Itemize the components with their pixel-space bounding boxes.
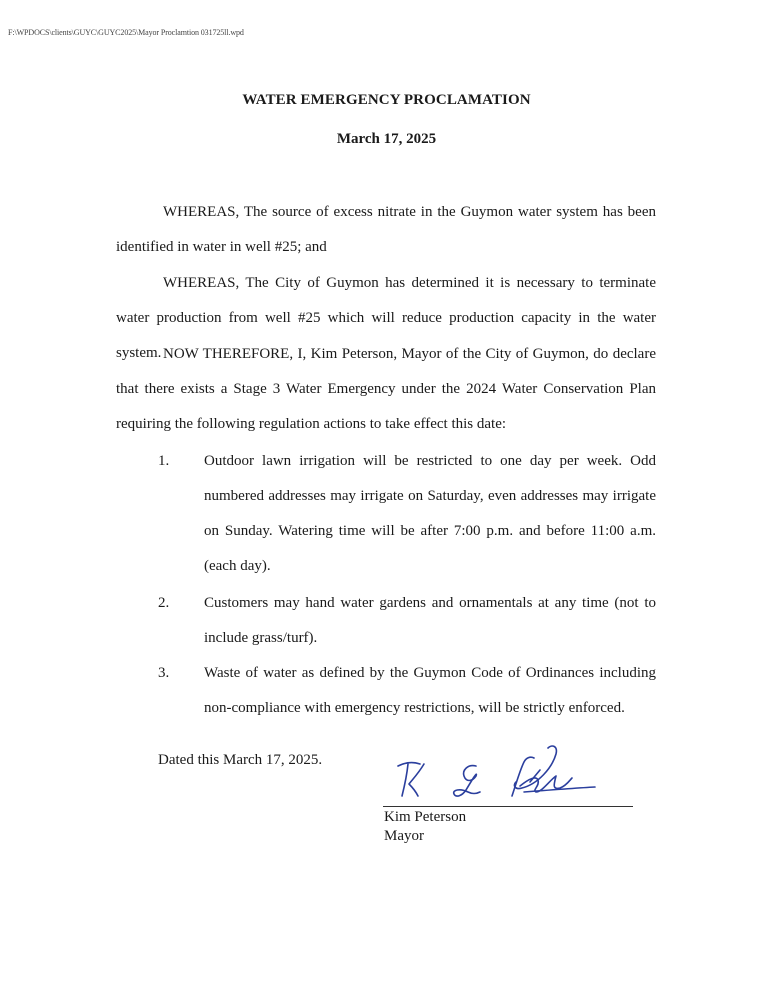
document-date: March 17, 2025: [336, 131, 437, 147]
signer-title: Mayor: [384, 828, 424, 844]
now-therefore-paragraph: NOW THEREFORE, I, Kim Peterson, Mayor of the City of Guymon, do declare that there exists a Stage 3 Water Emergency under the 2024 Water Conservation Plan requiring the following regulation actions to take effect this date:: [116, 346, 656, 432]
list-item-number: 2.: [158, 595, 170, 611]
dated-line: Dated this March 17, 2025.: [158, 752, 323, 768]
document-title: WATER EMERGENCY PROCLAMATION: [242, 92, 531, 108]
list-item-number: 3.: [158, 665, 170, 681]
file-path-header: F:\WPDOCS\clients\GUYC\GUYC2025\Mayor Proclamtion 031725ll.wpd: [8, 28, 244, 37]
signer-name: Kim Peterson: [384, 809, 467, 825]
list-item-number: 1.: [158, 453, 170, 469]
signature-image: [380, 740, 620, 810]
list-item-text: Waste of water as defined by the Guymon Code of Ordinances including non-compliance with emergency restrictions, will be strictly enforced.: [204, 665, 656, 716]
whereas-paragraph-1: WHEREAS, The source of excess nitrate in the Guymon water system has been identified in water in well #25; and: [116, 204, 656, 255]
list-item-text: Customers may hand water gardens and ornamentals at any time (not to include grass/turf).: [204, 595, 656, 646]
signature-line: [383, 806, 633, 807]
list-item-text: Outdoor lawn irrigation will be restricted to one day per week. Odd numbered addresses may irrigate on Saturday, even addresses may irrigate on Sunday. Watering time will be after 7:00 p.m. and before 11:00 a.m. (each day).: [204, 453, 656, 574]
whereas-paragraph-2: WHEREAS, The City of Guymon has determined it is necessary to terminate water production from well #25 which will reduce production capacity in the water system.: [116, 275, 656, 361]
